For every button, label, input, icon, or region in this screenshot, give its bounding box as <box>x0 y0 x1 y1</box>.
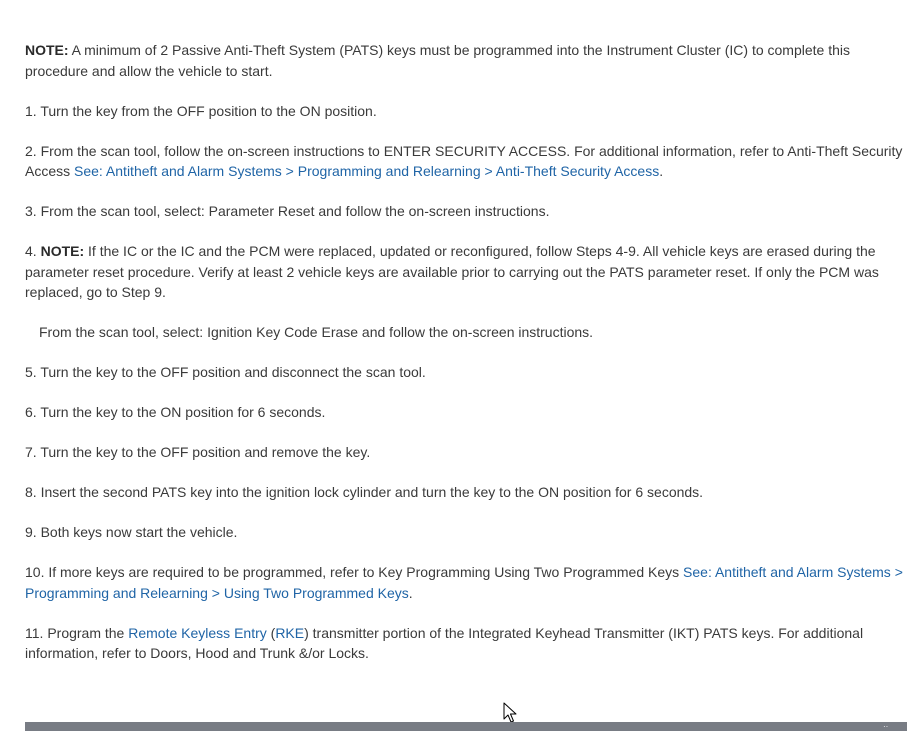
step-10-text: 10. If more keys are required to be programmed, refer to Key Programming Using Two Programmed Keys <box>25 564 684 580</box>
anti-theft-security-access-link[interactable]: See: Antitheft and Alarm Systems > Programming and Relearning > Anti-Theft Security Access <box>74 163 660 179</box>
note-text: A minimum of 2 Passive Anti-Theft System (PATS) keys must be programmed into the Instrument Cluster (IC) to complete this procedure and allow the vehicle to start. <box>25 42 850 79</box>
bottom-toolbar <box>25 722 907 731</box>
using-two-programmed-keys-link[interactable]: See: Antitheft and Alarm Systems > Programming and Relearning > Using Two Programmed Keys <box>25 564 903 601</box>
step-5: 5. Turn the key to the OFF position and disconnect the scan tool. <box>25 364 426 380</box>
step-7: 7. Turn the key to the OFF position and remove the key. <box>25 444 371 460</box>
step-4-substep: From the scan tool, select: Ignition Key Code Erase and follow the on-screen instructions. <box>39 324 594 340</box>
step-10-end: . <box>408 584 413 601</box>
arrow-cursor-icon <box>503 702 517 724</box>
step-2 <box>25 141 909 182</box>
step-3: 3. From the scan tool, select: Parameter Reset and follow the on-screen instructions. <box>25 203 550 219</box>
step-2-text: 2. From the scan tool, follow the on-screen instructions to ENTER SECURITY ACCESS. For additional information, refer to Anti-Theft Security Access <box>25 142 903 179</box>
rke-link[interactable]: RKE <box>275 624 305 641</box>
step-4-prefix: 4. <box>25 243 41 259</box>
remote-keyless-entry-link[interactable]: Remote Keyless Entry <box>128 624 267 641</box>
note-label: NOTE: <box>25 42 69 58</box>
step-11-text: ) transmitter portion of the Integrated Keyhead Transmitter (IKT) PATS keys. For additional information, refer to Doors, Hood and Trunk &/or Locks. <box>25 624 864 661</box>
step-10 <box>25 562 909 603</box>
step-1: 1. Turn the key from the OFF position to the ON position. <box>25 102 377 119</box>
step-8: 8. Insert the second PATS key into the ignition lock cylinder and turn the key to the ON position for 6 seconds. <box>25 484 704 500</box>
step-6: 6. Turn the key to the ON position for 6 seconds. <box>25 404 326 420</box>
note-intro <box>25 40 909 81</box>
step-4-text: If the IC or the IC and the PCM were replaced, updated or reconfigured, follow Steps 4-9. All vehicle keys are erased during the parameter reset procedure. Verify at least 2 vehicle keys are available prior to carrying out the PATS parameter reset. If only the PCM was replaced, go to Step 9. <box>25 243 879 300</box>
step-11-paren: ( <box>266 624 276 641</box>
step-4-note-label: NOTE: <box>40 243 85 259</box>
step-2-end: . <box>659 163 664 179</box>
toolbar-corner-icon: ·· <box>883 722 889 731</box>
step-11-prefix: 11. Program the <box>25 624 129 641</box>
step-9: 9. Both keys now start the vehicle. <box>25 524 238 540</box>
procedure-content <box>25 40 909 683</box>
step-4 <box>25 241 909 303</box>
step-11 <box>25 623 909 664</box>
